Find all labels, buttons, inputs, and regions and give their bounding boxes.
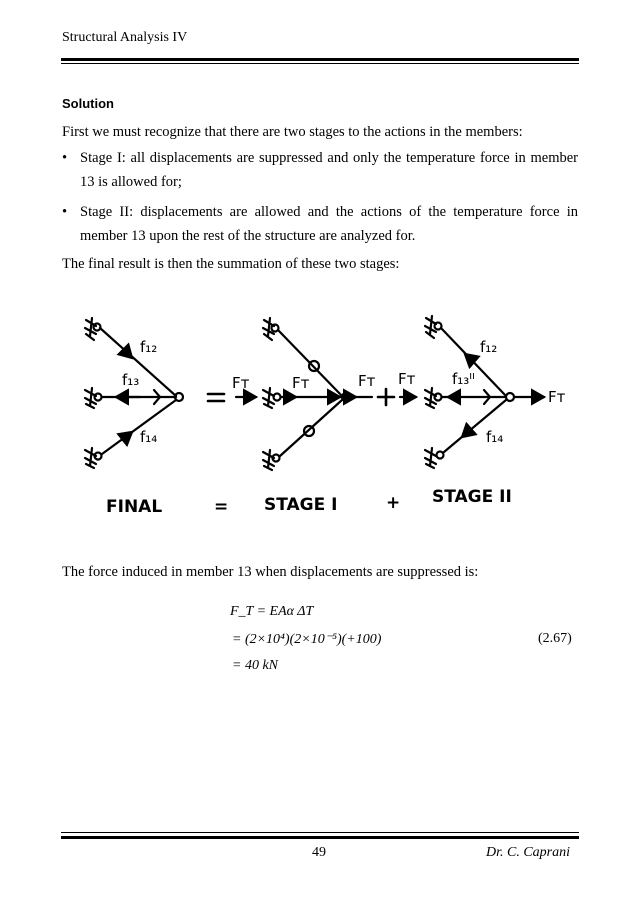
bullet-text: Stage I: all displacements are suppressed and only the temperature force in member 13 is allowed for; (80, 150, 578, 190)
bullet-dot: • (62, 204, 68, 220)
equation-line-2: = (2×10⁴)(2×10⁻⁵)(+100) (232, 632, 382, 647)
label-ft-2: Fᴛ (292, 374, 310, 392)
stage2-diagram (400, 316, 544, 468)
superposition-figure (60, 300, 580, 530)
caption-plus: + (386, 493, 401, 513)
footer-rule-thin (61, 832, 579, 833)
caption-stage1: STAGE I (264, 495, 338, 515)
label-ft-4: Fᴛ (398, 370, 416, 388)
caption-final: FINAL (106, 497, 163, 517)
final-diagram (85, 318, 183, 468)
footer-rule (61, 836, 579, 839)
header-rule (61, 58, 579, 61)
running-header: Structural Analysis IV (62, 30, 188, 45)
label-ft-1: Fᴛ (232, 374, 250, 392)
summary-paragraph: The final result is then the summation of these two stages: (62, 256, 400, 272)
section-heading: Solution (62, 96, 114, 111)
label-f14-final: f₁₄ (140, 428, 158, 446)
footer-author: Dr. C. Caprani (486, 845, 571, 860)
equation-number: (2.67) (538, 631, 572, 646)
equation-line-1: F_T = EAα ΔT (230, 604, 314, 619)
header-rule-thin (61, 63, 579, 64)
caption-equals: = (214, 497, 229, 517)
label-ft-3: Fᴛ (358, 372, 376, 390)
equation-line-3: = 40 kN (232, 658, 278, 673)
caption-stage2: STAGE II (432, 487, 512, 507)
intro-paragraph: First we must recognize that there are two stages to the actions in the members: (62, 124, 523, 140)
label-f12-stage2: f₁₂ (480, 338, 498, 356)
label-f13ii: f₁₃ᴵᴵ (452, 370, 475, 388)
page-number: 49 (312, 845, 326, 860)
stage1-diagram (236, 318, 372, 470)
bullet-text: Stage II: displacements are allowed and the actions of the temperature force in member 13 upon the rest of the structure are analyzed for. (80, 204, 578, 244)
label-f13-final: f₁₃ (122, 371, 140, 389)
label-f12-final: f₁₂ (140, 338, 158, 356)
label-f14-stage2: f₁₄ (486, 428, 504, 446)
label-ft-5: Fᴛ (548, 388, 566, 406)
after-figure-paragraph: The force induced in member 13 when displacements are suppressed is: (62, 564, 479, 580)
bullet-dot: • (62, 150, 68, 166)
